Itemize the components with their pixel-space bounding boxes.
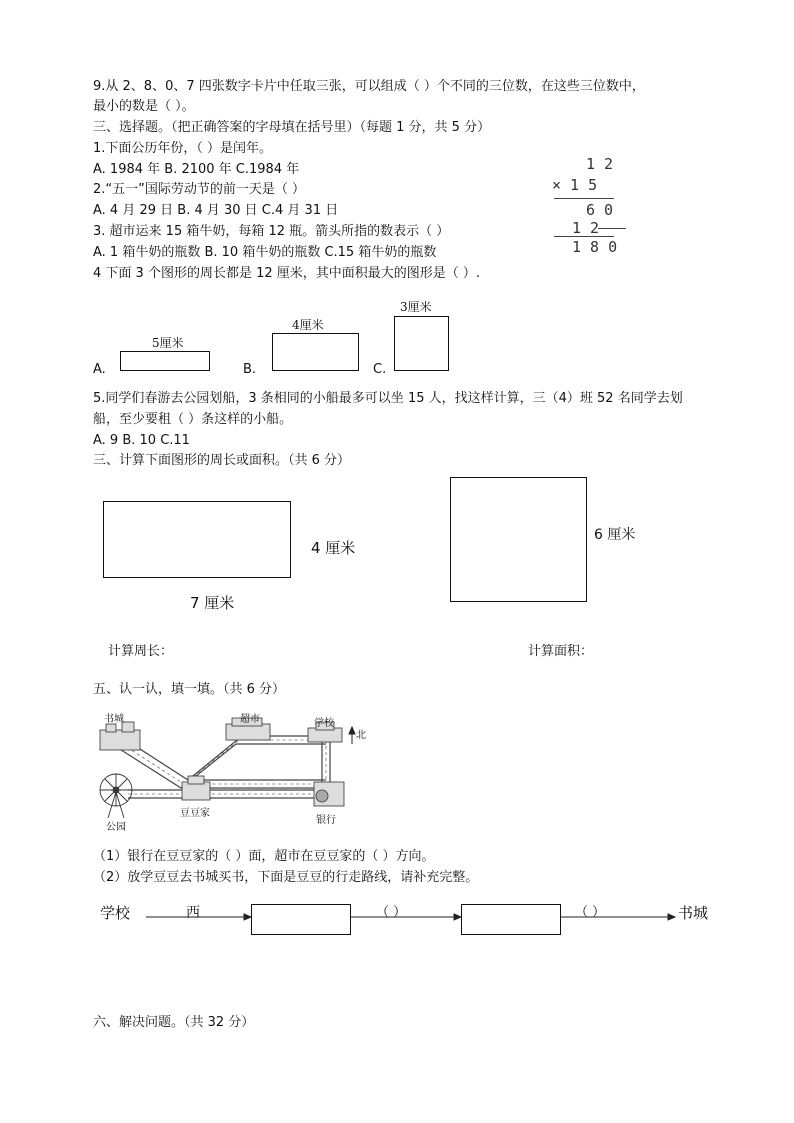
shape-b-label: 4厘米: [292, 318, 324, 332]
q2-options: A. 4 月 29 日 B. 4 月 30 日 C.4 月 31 日: [93, 203, 339, 218]
route-blank-box-1[interactable]: [251, 904, 351, 935]
q1-text: 1.下面公历年份，（ ）是闰年。: [93, 141, 273, 156]
shape-c-label: 3厘米: [400, 300, 432, 314]
route-blank-box-2[interactable]: [461, 904, 561, 935]
shape-b-rect: [272, 333, 359, 371]
mult-line1: [554, 198, 614, 199]
route-blank-direction-1: （ ）: [376, 905, 407, 920]
pointer-arrow: [598, 228, 626, 229]
shape-a-label: 5厘米: [152, 336, 184, 350]
calc-rectangle: [103, 501, 291, 578]
map-label-park: 公园: [106, 822, 126, 833]
route-start: 学校: [100, 904, 131, 922]
shape-c-option: C.: [373, 362, 387, 377]
q4-text: 4 下面 3 个图形的周长都是 12 厘米，其中面积最大的图形是（ ）.: [93, 266, 481, 281]
q5-line2: 船，至少要租（ ）条这样的小船。: [93, 412, 293, 427]
q9-line2: 最小的数是（ ）。: [93, 99, 195, 114]
shape-a-rect: [120, 351, 210, 371]
q9-line1: 9.从 2、8、0、7 四张数字卡片中任取三张，可以组成（ ）个不同的三位数，在这些三位数中，: [93, 79, 645, 94]
section5-heading: 五、认一认，填一填。（共 6 分）: [93, 682, 286, 697]
town-map: [96, 708, 366, 833]
q2-text: 2.“五一”国际劳动节的前一天是（ ）: [93, 182, 306, 197]
section6-heading: 六、解决问题。（共 32 分）: [93, 1015, 255, 1030]
q5-options: A. 9 B. 10 C.11: [93, 433, 190, 448]
route-end: 书城: [678, 904, 709, 922]
map-label-north: 北: [356, 730, 366, 741]
map-label-school: 学校: [314, 718, 334, 729]
section3-heading: 三、选择题。（把正确答案的字母填在括号里）（每题 1 分，共 5 分）: [93, 120, 491, 135]
q5-line1: 5.同学们春游去公园划船，3 条相同的小船最多可以坐 15 人，找这样计算，三（4）班 52 名同学去划: [93, 391, 683, 406]
perimeter-label: 计算周长：: [108, 644, 174, 659]
route-blank-direction-2: （ ）: [575, 905, 606, 920]
map-label-bookstore: 书城: [104, 714, 124, 725]
map-label-bank: 银行: [316, 815, 336, 826]
rect-height-label: 4 厘米: [311, 539, 356, 557]
mult-row1: 1 2: [586, 155, 614, 173]
q3-options: A. 1 箱牛奶的瓶数 B. 10 箱牛奶的瓶数 C.15 箱牛奶的瓶数: [93, 245, 437, 260]
shape-b-option: B.: [243, 362, 257, 377]
square-side-label: 6 厘米: [594, 527, 636, 543]
mult-row2: × 1 5: [552, 176, 598, 194]
mult-result: 1 8 0: [572, 238, 618, 256]
rect-width-label: 7 厘米: [190, 594, 235, 612]
q3-text: 3. 超市运来 15 箱牛奶，每箱 12 瓶。箭头所指的数表示（ ）: [93, 224, 450, 239]
mult-row4: 1 2: [572, 219, 600, 237]
calc-heading: 三、计算下面图形的周长或面积。（共 6 分）: [93, 453, 351, 468]
map-label-doudou-home: 豆豆家: [180, 808, 210, 819]
map-label-supermarket: 超市: [240, 714, 260, 725]
s5-q2: （2）放学豆豆去书城买书，下面是豆豆的行走路线，请补充完整。: [93, 870, 479, 885]
shape-c-square: [394, 316, 449, 371]
route-diagram: [0, 895, 794, 940]
route-first-direction: 西: [186, 905, 200, 921]
mult-line2: [554, 236, 614, 237]
s5-q1: （1）银行在豆豆家的（ ）面，超市在豆豆家的（ ）方向。: [93, 849, 435, 864]
mult-row3: 6 0: [586, 201, 614, 219]
shape-a-option: A.: [93, 362, 106, 377]
q1-options: A. 1984 年 B. 2100 年 C.1984 年: [93, 162, 300, 177]
vertical-multiplication: [548, 155, 628, 255]
area-label: 计算面积：: [528, 644, 594, 659]
calc-square: [450, 477, 587, 602]
